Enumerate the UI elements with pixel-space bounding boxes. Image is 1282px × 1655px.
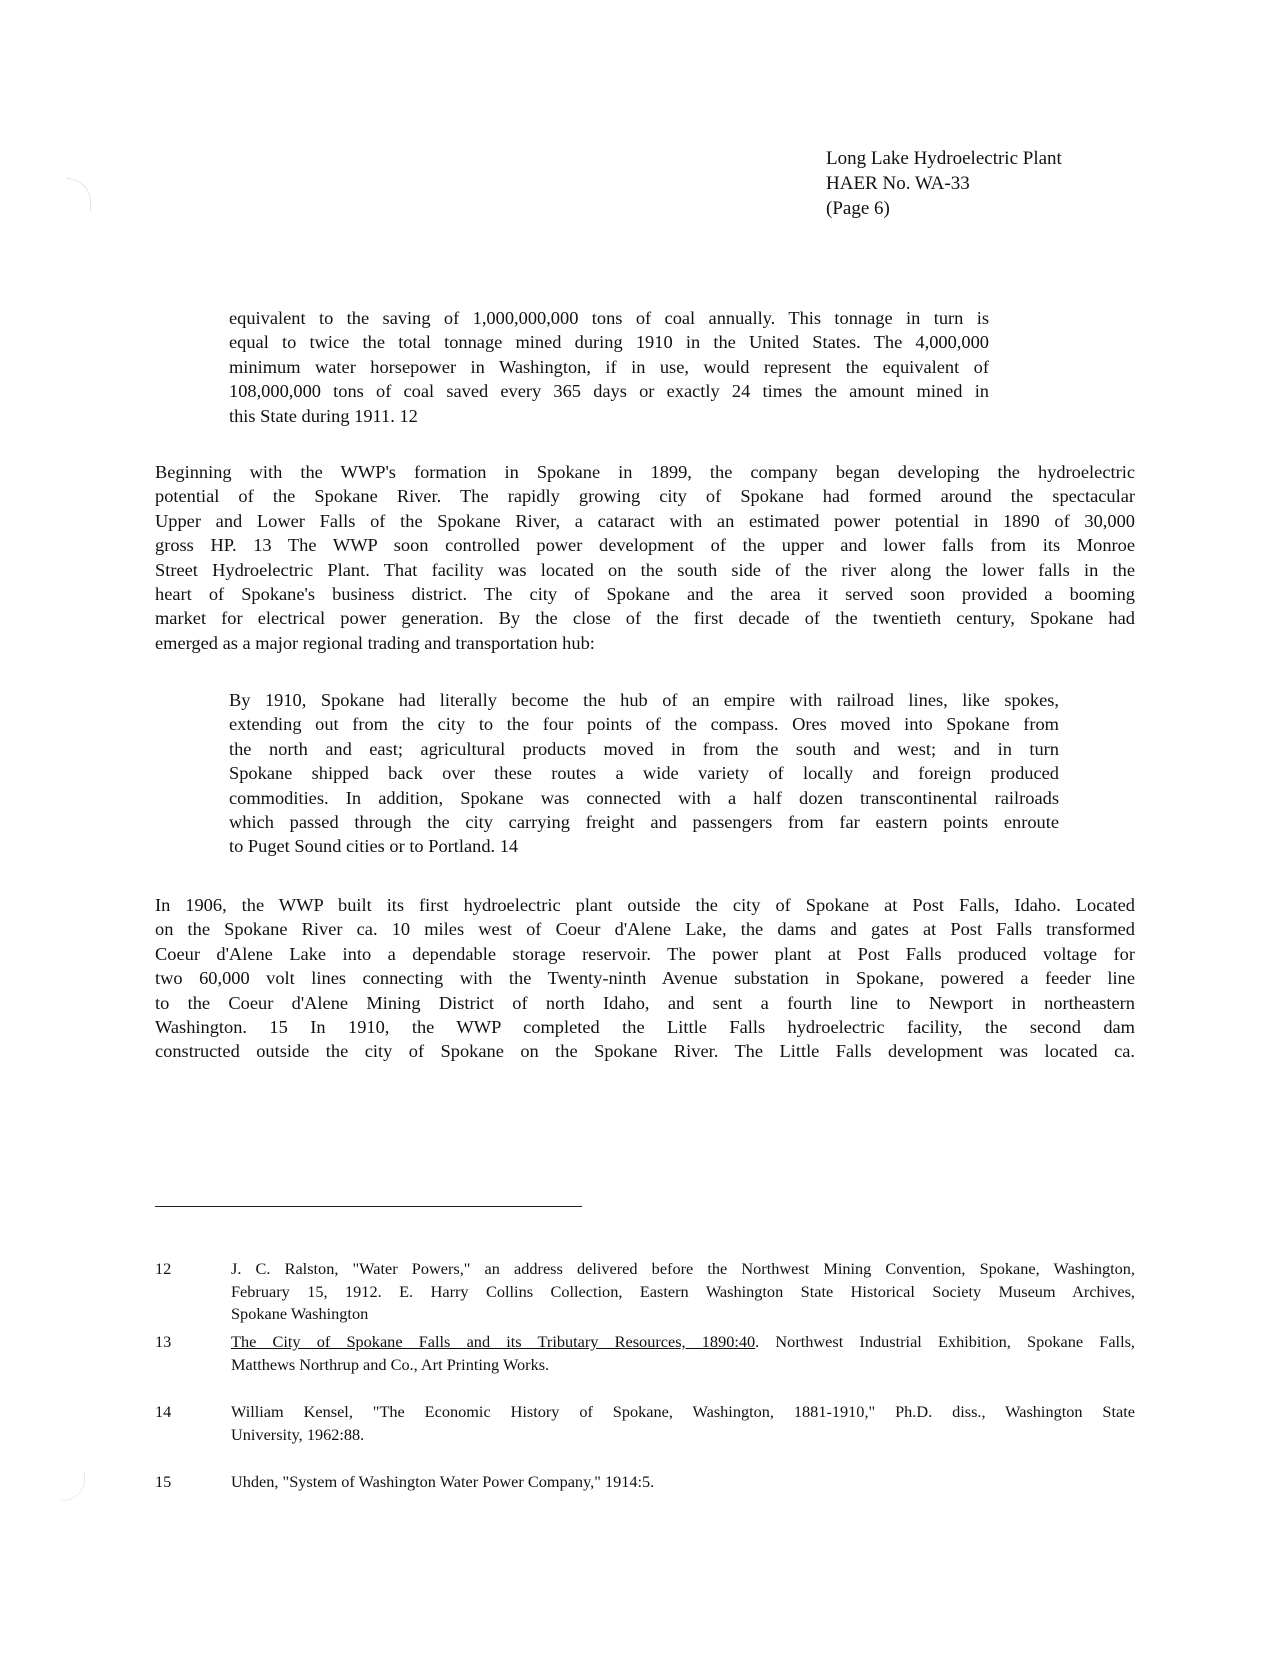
quote-line: minimum water horsepower in Washington, if in use, would represent the equivalent of bbox=[229, 356, 989, 377]
quote-line: which passed through the city carrying freight and passengers from far eastern points enroute bbox=[229, 811, 1059, 832]
footnote-line: University, 1962:88. bbox=[231, 1424, 365, 1444]
paragraph-line: to the Coeur d'Alene Mining District of north Idaho, and sent a fourth line to Newport in northeastern bbox=[155, 992, 1135, 1013]
quote-line: equivalent to the saving of 1,000,000,000 tons of coal annually. This tonnage in turn is bbox=[229, 308, 989, 328]
footnote-line: Uhden, "System of Washington Water Power Company," 1914:5. bbox=[231, 1472, 655, 1491]
footnote-line: February 15, 1912. E. Harry Collins Collection, Eastern Washington State Historical Society Museum Archives, bbox=[231, 1281, 1135, 1301]
block-quote-ralston bbox=[229, 306, 989, 428]
quote-line: extending out from the city to the four points of the compass. Ores moved into Spokane from bbox=[229, 714, 1059, 735]
footnote-source-rest: . Northwest Industrial Exhibition, Spokane Falls, bbox=[755, 1332, 1135, 1351]
paragraph-line: Beginning with the WWP's formation in Spokane in 1899, the company began developing the hydroelectric bbox=[155, 462, 1135, 482]
scan-artifact bbox=[66, 178, 91, 211]
header-haer-number: HAER No. WA-33 bbox=[826, 173, 970, 194]
quote-line: commodities. In addition, Spokane was connected with a half dozen transcontinental railroads bbox=[229, 787, 1059, 808]
paragraph-line: market for electrical power generation. By the close of the first decade of the twentieth century, Spokane had bbox=[155, 608, 1135, 629]
quote-line: Spokane shipped back over these routes a wide variety of locally and foreign produced bbox=[229, 763, 1059, 784]
paragraph-line: heart of Spokane's business district. The city of Spokane and the area it served soon provided a booming bbox=[155, 583, 1135, 604]
page-header bbox=[826, 146, 1062, 221]
footnote-line: Spokane Washington bbox=[231, 1304, 369, 1323]
footnote-line: J. C. Ralston, "Water Powers," an address delivered before the Northwest Mining Convention, Spokane, Washington, bbox=[231, 1259, 1135, 1278]
paragraph-wwp-formation bbox=[155, 460, 1135, 655]
quote-line: 108,000,000 tons of coal saved every 365 days or exactly 24 times the amount mined in bbox=[229, 381, 989, 402]
header-page-number: (Page 6) bbox=[826, 198, 890, 219]
footnote-line bbox=[231, 1331, 1135, 1354]
scan-artifact bbox=[62, 1472, 85, 1501]
footnote-line: Matthews Northrup and Co., Art Printing Works. bbox=[231, 1354, 550, 1374]
footnote-number: 13 bbox=[155, 1332, 172, 1351]
footnote-number: 15 bbox=[155, 1472, 172, 1491]
paragraph-line: Upper and Lower Falls of the Spokane River, a cataract with an estimated power potential in 1890 of 30,000 bbox=[155, 510, 1135, 531]
quote-line: equal to twice the total tonnage mined during 1910 in the United States. The 4,000,000 bbox=[229, 332, 989, 353]
paragraph-line: Washington. 15 In 1910, the WWP completed the Little Falls hydroelectric facility, the second dam bbox=[155, 1016, 1135, 1037]
footnote-source-title: The City of Spokane Falls and its Tributary Resources, 1890:40 bbox=[231, 1332, 756, 1351]
paragraph-line: on the Spokane River ca. 10 miles west of Coeur d'Alene Lake, the dams and gates at Post Falls transformed bbox=[155, 919, 1135, 940]
paragraph-post-falls bbox=[155, 893, 1135, 1064]
paragraph-line: In 1906, the WWP built its first hydroelectric plant outside the city of Spokane at Post Falls, Idaho. Located bbox=[155, 895, 1135, 915]
footnote-number: 12 bbox=[155, 1259, 172, 1278]
paragraph-line: emerged as a major regional trading and transportation hub: bbox=[155, 632, 595, 653]
footnote-line: William Kensel, "The Economic History of Spokane, Washington, 1881-1910," Ph.D. diss., Washington State bbox=[231, 1402, 1135, 1421]
quote-line: to Puget Sound cities or to Portland. 14 bbox=[229, 836, 519, 857]
paragraph-line: gross HP. 13 The WWP soon controlled power development of the upper and lower falls from its Monroe bbox=[155, 535, 1135, 556]
quote-line: By 1910, Spokane had literally become the hub of an empire with railroad lines, like spokes, bbox=[229, 690, 1059, 710]
paragraph-line: constructed outside the city of Spokane on the Spokane River. The Little Falls development was located ca. bbox=[155, 1041, 1135, 1062]
footnote-number: 14 bbox=[155, 1402, 172, 1421]
paragraph-line: potential of the Spokane River. The rapidly growing city of Spokane had formed around the spectacular bbox=[155, 486, 1135, 507]
paragraph-line: two 60,000 volt lines connecting with the Twenty-ninth Avenue substation in Spokane, powered a feeder line bbox=[155, 968, 1135, 989]
block-quote-kensel bbox=[229, 688, 1059, 859]
quote-line: the north and east; agricultural products moved in from the south and west; and in turn bbox=[229, 738, 1059, 759]
paragraph-line: Street Hydroelectric Plant. That facility was located on the south side of the river along the lower falls in the bbox=[155, 559, 1135, 580]
paragraph-line: Coeur d'Alene Lake into a dependable storage reservoir. The power plant at Post Falls produced voltage for bbox=[155, 943, 1135, 964]
quote-line: this State during 1911. 12 bbox=[229, 405, 418, 426]
footnote-separator bbox=[155, 1206, 582, 1207]
header-title: Long Lake Hydroelectric Plant bbox=[826, 148, 1062, 169]
